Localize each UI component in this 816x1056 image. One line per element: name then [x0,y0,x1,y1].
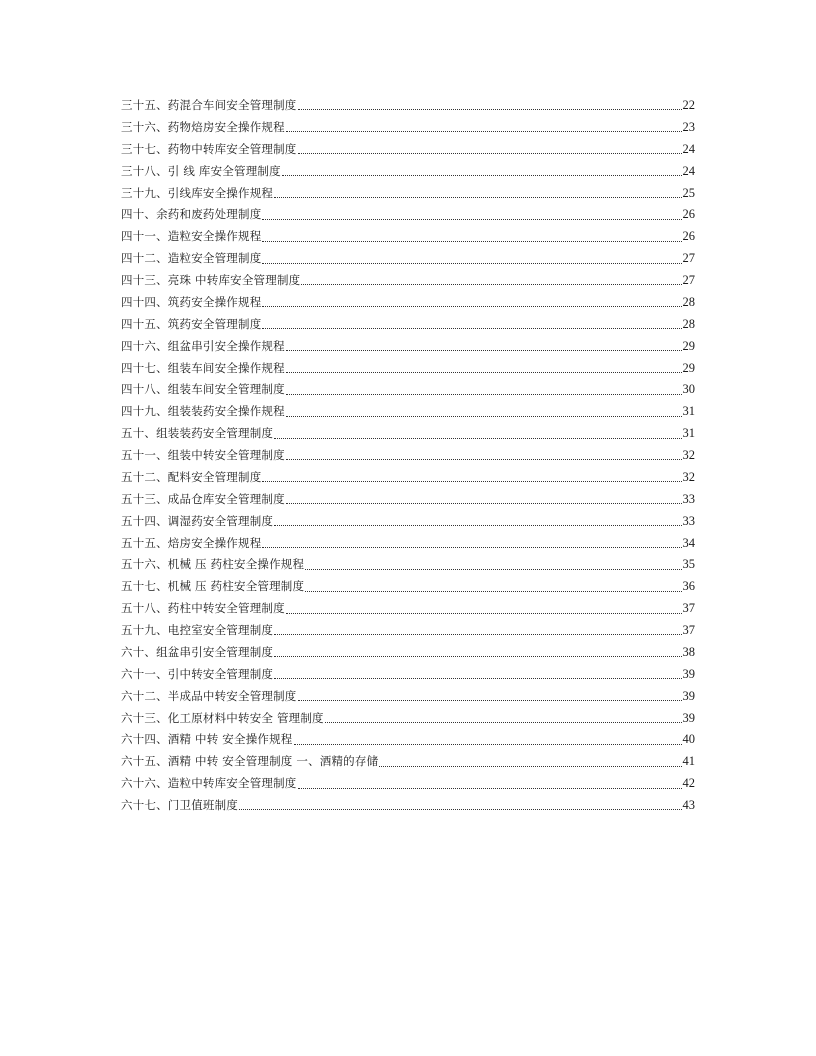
dot-leader [262,219,681,220]
toc-entry[interactable] [121,336,695,358]
dot-leader [262,306,681,307]
toc-entry-title: 六十五、酒精 中转 安全管理制度 一、酒精的存储 [121,754,379,769]
toc-entry[interactable] [121,358,695,380]
toc-entry[interactable] [121,204,695,226]
toc-entry-title: 六十二、半成品中转安全管理制度 [121,688,297,703]
toc-entry-page-number: 32 [682,448,695,462]
toc-entry-title: 四十六、组盆串引安全操作规程 [121,338,285,353]
toc-entry-page-number: 33 [682,491,695,506]
toc-entry-title: 三十六、药物焙房安全操作规程 [121,119,285,134]
toc-entry-page-number: 29 [682,338,695,353]
toc-entry-title: 五十一、组装中转安全管理制度 [121,448,285,462]
toc-entry-title: 五十九、电控室安全管理制度 [121,623,274,637]
dot-leader [286,372,682,373]
dot-leader [286,613,682,614]
dot-leader [262,547,681,548]
dot-leader [325,722,682,723]
dot-leader [274,656,681,657]
toc-entry-page-number: 39 [682,666,695,681]
dot-leader [305,569,681,570]
toc-entry[interactable] [121,664,695,686]
toc-entry-page-number: 25 [682,185,695,200]
dot-leader [274,634,681,635]
toc-entry-page-number: 24 [682,163,695,178]
toc-entry[interactable] [121,467,695,489]
toc-entry-page-number: 27 [682,251,695,266]
toc-entry-title: 六十四、酒精 中转 安全操作规程 [121,732,293,747]
dot-leader [262,481,681,482]
toc-entry-title: 五十八、药柱中转安全管理制度 [121,601,285,616]
toc-entry[interactable] [121,445,695,467]
toc-entry-title: 四十九、组装装药安全操作规程 [121,404,285,419]
toc-entry-title: 五十三、成品仓库安全管理制度 [121,491,285,506]
toc-entry[interactable] [121,751,695,773]
toc-entry[interactable] [121,270,695,292]
dot-leader [298,788,682,789]
toc-entry[interactable] [121,729,695,751]
toc-entry[interactable] [121,708,695,730]
dot-leader [239,809,682,810]
toc-entry-title: 四十四、筑药安全操作规程 [121,294,262,309]
toc-entry[interactable] [121,795,695,817]
dot-leader [282,175,682,176]
table-of-contents [121,95,695,817]
toc-entry-title: 六十三、化工原材料中转安全 管理制度 [121,710,324,725]
toc-entry-page-number: 28 [682,316,695,331]
toc-entry-title: 六十六、造粒中转库安全管理制度 [121,776,297,791]
dot-leader [262,328,681,329]
toc-entry[interactable] [121,314,695,336]
toc-entry-title: 四十八、组装车间安全管理制度 [121,382,285,397]
toc-entry-title: 五十六、机械 压 药柱安全操作规程 [121,557,305,572]
toc-entry-page-number: 27 [682,273,695,287]
dot-leader [286,503,682,504]
toc-entry-title: 四十二、造粒安全管理制度 [121,251,262,266]
toc-entry-title: 六十一、引中转安全管理制度 [121,666,274,681]
toc-entry-page-number: 29 [682,360,695,375]
toc-entry[interactable] [121,554,695,576]
toc-entry[interactable] [121,423,695,445]
toc-entry-page-number: 28 [682,294,695,309]
dot-leader [298,153,682,154]
dot-leader [274,678,681,679]
toc-entry-title: 五十七、机械 压 药柱安全管理制度 [121,579,305,594]
toc-entry-page-number: 31 [682,404,695,419]
toc-entry-title: 四十五、筑药安全管理制度 [121,316,262,331]
toc-entry[interactable] [121,620,695,642]
toc-entry[interactable] [121,226,695,248]
dot-leader [286,131,682,132]
toc-entry[interactable] [121,401,695,423]
toc-entry-page-number: 39 [682,710,695,725]
toc-entry-page-number: 26 [682,207,695,222]
toc-entry-page-number: 32 [682,469,695,484]
toc-entry[interactable] [121,292,695,314]
toc-entry[interactable] [121,139,695,161]
toc-entry[interactable] [121,489,695,511]
toc-entry[interactable] [121,161,695,183]
toc-entry-page-number: 43 [682,798,695,812]
toc-entry-page-number: 40 [682,732,695,747]
toc-entry-title: 四十七、组装车间安全操作规程 [121,360,285,375]
dot-leader [286,394,682,395]
toc-entry-title: 五十二、配料安全管理制度 [121,469,262,484]
toc-entry-page-number: 37 [682,601,695,616]
toc-entry-page-number: 42 [682,776,695,791]
toc-entry-page-number: 38 [682,644,695,659]
toc-entry-page-number: 36 [682,579,695,594]
toc-entry-title: 四十一、造粒安全操作规程 [121,229,262,244]
dot-leader [298,109,682,110]
toc-entry-page-number: 37 [682,623,695,637]
toc-entry-title: 六十七、门卫值班制度 [121,798,238,812]
toc-entry-page-number: 35 [682,557,695,572]
dot-leader [298,700,682,701]
toc-entry-page-number: 22 [682,98,695,112]
toc-entry-title: 五十四、调湿药安全管理制度 [121,513,274,528]
dot-leader [262,263,681,264]
dot-leader [379,766,681,767]
toc-entry[interactable] [121,511,695,533]
dot-leader [294,744,682,745]
toc-entry-page-number: 39 [682,688,695,703]
toc-entry-page-number: 34 [682,535,695,550]
toc-entry[interactable] [121,95,695,117]
toc-entry[interactable] [121,117,695,139]
dot-leader [286,459,682,460]
toc-entry-title: 三十八、引 线 库安全管理制度 [121,163,281,178]
dot-leader [305,591,681,592]
toc-entry[interactable] [121,773,695,795]
dot-leader [286,350,682,351]
toc-entry-title: 四十三、亮珠 中转库安全管理制度 [121,273,301,287]
dot-leader [301,284,681,285]
toc-entry-page-number: 26 [682,229,695,244]
toc-entry-title: 三十五、药混合车间安全管理制度 [121,98,297,112]
toc-entry-title: 五十五、焙房安全操作规程 [121,535,262,550]
toc-entry-title: 四十、余药和废药处理制度 [121,207,262,222]
dot-leader [262,241,681,242]
toc-entry-page-number: 23 [682,119,695,134]
toc-entry-page-number: 30 [682,382,695,397]
toc-entry[interactable] [121,533,695,555]
toc-entry-page-number: 33 [682,513,695,528]
dot-leader [274,197,681,198]
toc-entry[interactable] [121,248,695,270]
toc-entry[interactable] [121,576,695,598]
toc-entry-page-number: 24 [682,141,695,156]
toc-entry-page-number: 41 [682,754,695,769]
toc-entry-page-number: 31 [682,426,695,441]
dot-leader [274,438,681,439]
toc-entry[interactable] [121,642,695,664]
toc-entry[interactable] [121,598,695,620]
toc-entry-title: 三十七、药物中转库安全管理制度 [121,141,297,156]
dot-leader [286,416,682,417]
toc-entry-title: 三十九、引线库安全操作规程 [121,185,274,200]
toc-entry-title: 六十、组盆串引安全管理制度 [121,644,274,659]
dot-leader [274,525,681,526]
toc-entry-title: 五十、组装装药安全管理制度 [121,426,274,441]
toc-entry[interactable] [121,379,695,401]
toc-entry[interactable] [121,686,695,708]
toc-entry[interactable] [121,183,695,205]
